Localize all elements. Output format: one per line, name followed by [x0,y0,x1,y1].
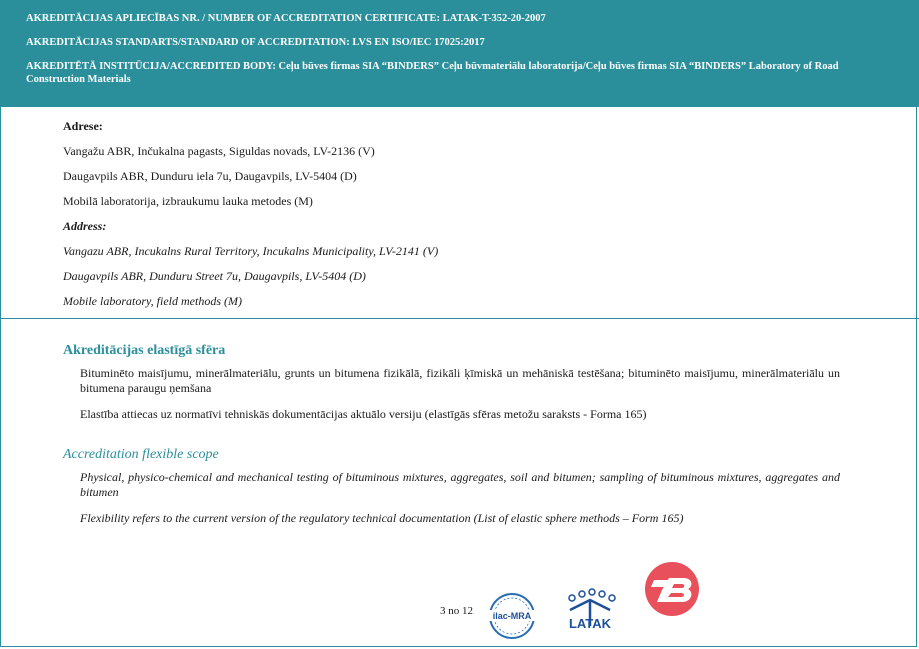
latak-logo [556,588,624,639]
binders-logo [640,560,704,623]
scope-en-paragraph: Physical, physico-chemical and mechanical testing of bituminous mixtures, aggregates, soil and bitumen; sampling of bituminous mixtures, aggregates and bitumen [80,470,840,499]
address-lv-line: Vangažu ABR, Inčukalna pagasts, Siguldas novads, LV-2136 (V) [63,144,375,158]
accredited-body-line2: Construction Materials [26,74,131,85]
address-title-lv: Adrese: [63,119,103,133]
section-divider [0,318,919,319]
address-lv-line: Daugavpils ABR, Dunduru iela 7u, Daugavpils, LV-5404 (D) [63,169,357,183]
scope-lv-paragraph: Bituminēto maisījumu, minerālmateriālu, grunts un bitumena fizikālā, fizikāli ķīmiskā un mehāniskā testēšana; bituminēto maisījumu, minerālmateriālu un bitumena paraugu ņemšana [80,366,840,395]
address-title-en: Address: [63,219,107,233]
svg-text:ilac-MRA: ilac-MRA [492,611,532,621]
scope-en-flex-note: Flexibility refers to the current version of the regulatory technical documentation (List of elastic sphere methods – Form 165) [80,511,684,525]
address-en-line: Daugavpils ABR, Dunduru Street 7u, Daugavpils, LV-5404 (D) [63,269,366,283]
address-lv-line: Mobilā laboratorija, izbraukumu lauka metodes (M) [63,194,313,208]
address-en-line: Mobile laboratory, field methods (M) [63,294,242,308]
accredited-body-line1: AKREDITĒTĀ INSTITŪCIJA/ACCREDITED BODY: Ceļu būves firmas SIA “BINDERS” Ceļu būvmateriālu laboratorija/Ceļu būves firmas SIA “BINDERS” Laboratory of Road [26,61,839,72]
accreditation-standard: AKREDITĀCIJAS STANDARTS/STANDARD OF ACCREDITATION: LVS EN ISO/IEC 17025:2017 [26,37,485,48]
scope-title-lv: Akreditācijas elastīgā sfēra [63,343,226,358]
address-block [63,119,883,319]
page-number: 3 no 12 [440,605,473,617]
svg-text:LATAK: LATAK [568,616,612,631]
document-header [0,0,919,107]
ilac-mra-logo [484,592,540,645]
certificate-number: AKREDITĀCIJAS APLIECĪBAS NR. / NUMBER OF ACCREDITATION CERTIFICATE: LATAK-T-352-20-2007 [26,13,546,24]
address-en-line: Vangazu ABR, Incukalns Rural Territory, Incukalns Municipality, LV-2141 (V) [63,244,439,258]
scope-title-en: Accreditation flexible scope [63,447,219,462]
accredited-body [26,60,907,86]
scope-lv-flex-note: Elastība attiecas uz normatīvi tehniskās dokumentācijas aktuālo versiju (elastīgās sfēras metožu saraksts - Forma 165) [80,407,647,421]
